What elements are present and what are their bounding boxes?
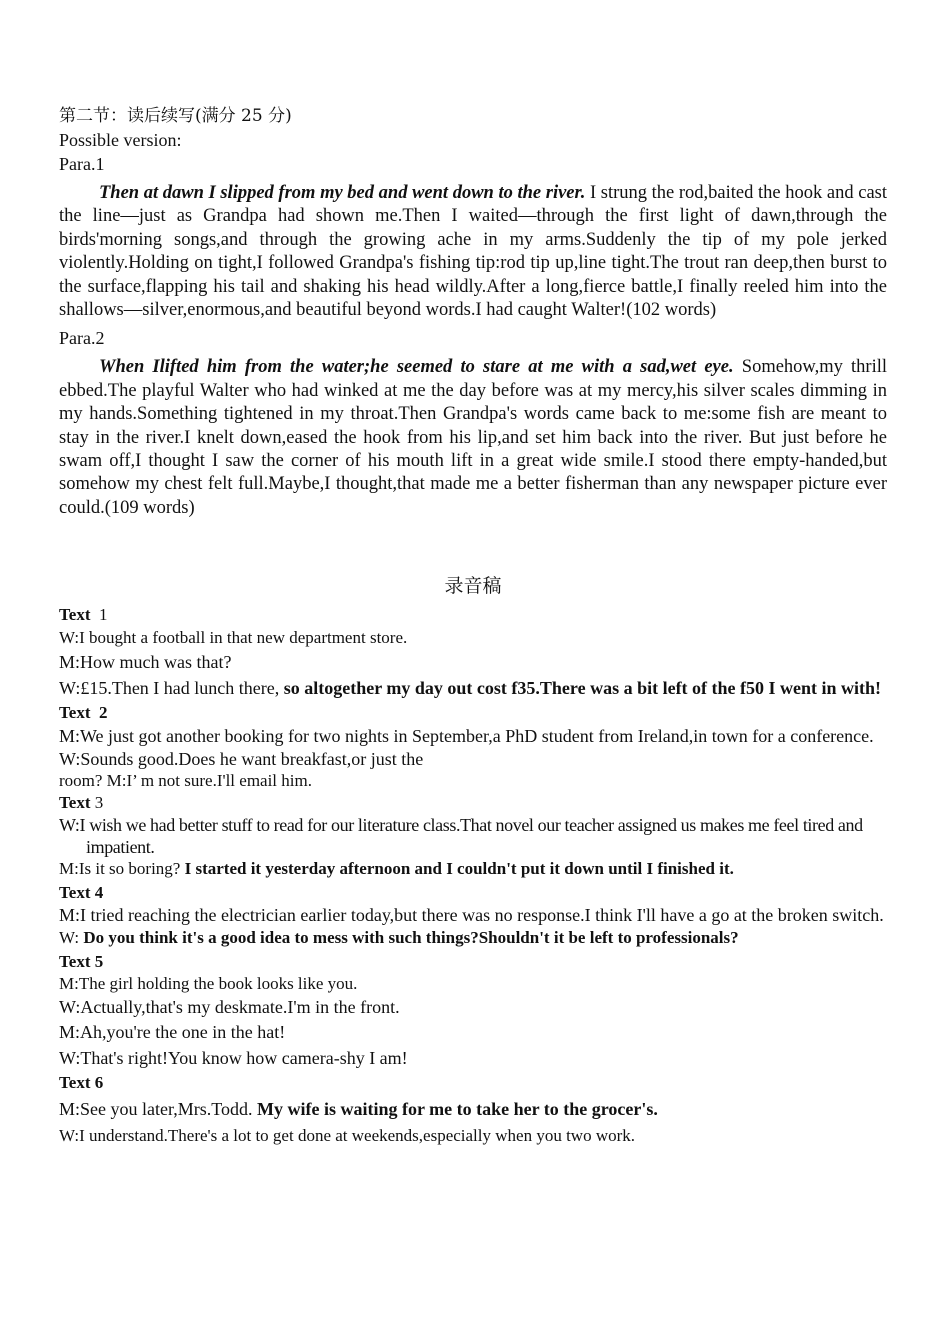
- dialogue-line: W:£15.Then I had lunch there, so altogether my day out cost f35.There was a bit left of the f50 I went in with!: [59, 678, 882, 699]
- text-number: 5: [94, 952, 104, 972]
- text-label: Text: [59, 1073, 91, 1093]
- para2-lead-sentence: When Ilifted him from the water;he seemed to stare at me with a sad,wet eye.: [99, 357, 734, 378]
- text-label: Text: [59, 793, 91, 813]
- para1-lead-sentence: Then at dawn I slipped from my bed and went down to the river.: [99, 183, 586, 203]
- text-heading: [59, 792, 887, 814]
- text-label: Text: [59, 883, 91, 903]
- dialogue-line: W:I wish we had better stuff to read for our literature class.That novel our teacher assigned us makes me feel tired and impatient.: [59, 815, 863, 858]
- text-heading: [59, 882, 887, 904]
- dialogue-line: M:Ah,you're the one in the hat!: [59, 1022, 286, 1043]
- para2-text: [59, 356, 887, 520]
- text-number: 6: [94, 1073, 104, 1093]
- document-page: [59, 104, 887, 1148]
- dialogue-line: M:I tried reaching the electrician earlier today,but there was no response.I think I'll have a go at the broken switch.: [59, 905, 884, 926]
- text-number: 3: [94, 793, 104, 813]
- dialogue-line: W:Sounds good.Does he want breakfast,or just the: [59, 749, 424, 770]
- dialogue-line: W:I bought a football in that new department store.: [59, 628, 408, 648]
- text-heading: [59, 1072, 887, 1094]
- para1-text: [59, 182, 887, 322]
- dialogue-line: room? M:I’ m not sure.I'll email him.: [59, 771, 312, 791]
- dialogue-line: W: Do you think it's a good idea to mess with such things?Shouldn't it be left to professionals?: [59, 928, 739, 948]
- text-label: Text: [59, 605, 91, 625]
- possible-version-label: Possible version:: [59, 130, 182, 150]
- dialogue-line: W:Actually,that's my deskmate.I'm in the front.: [59, 997, 400, 1018]
- dialogue-line: M:Is it so boring? I started it yesterday afternoon and I couldn't put it down until I finished it.: [59, 859, 734, 879]
- text-heading: [59, 702, 887, 724]
- dialogue-line: M:How much was that?: [59, 652, 232, 673]
- dialogue-line: M:We just got another booking for two nights in September,a PhD student from Ireland,in town for a conference.: [59, 726, 874, 747]
- text-number: 2: [99, 703, 108, 723]
- para2-label: Para.2: [59, 328, 105, 349]
- text-label: Text: [59, 952, 91, 972]
- para1-label: Para.1: [59, 154, 105, 174]
- text-heading: [59, 604, 887, 626]
- text-number: 4: [94, 883, 104, 903]
- dialogue-line: M:The girl holding the book looks like you.: [59, 974, 358, 994]
- text-number: 1: [99, 605, 108, 625]
- para1-body: I strung the rod,baited the hook and cast the line—just as Grandpa had shown me.Then I waited—through the first light of dawn,through the birds'morning songs,and through the growing ache in my arms.Suddenly the tip of my pole jerked violently.Holding on tight,I followed Grandpa's fishing tip:rod tip up,line tight.The trout ran deep,then burst to the surface,flapping his tail and shaking his head wildly.After a long,fierce battle,I finally reeled him into the shallows—silver,enormous,and beautiful beyond words.I had caught Walter!(102 words): [59, 183, 887, 321]
- transcript-title: 录音稿: [444, 575, 502, 598]
- text-label: Text: [59, 703, 91, 723]
- dialogue-line: M:See you later,Mrs.Todd. My wife is waiting for me to take her to the grocer's.: [59, 1099, 658, 1120]
- text-heading: [59, 951, 887, 973]
- section-heading: 第二节：读后续写(满分 25 分): [59, 106, 292, 126]
- dialogue-line: W:That's right!You know how camera-shy I am!: [59, 1048, 408, 1069]
- dialogue-line: W:I understand.There's a lot to get done at weekends,especially when you two work.: [59, 1126, 636, 1146]
- para2-body: Somehow,my thrill ebbed.The playful Walter who had winked at me the day before was at my mercy,his silver scales dimming in my hands.Something tightened in my throat.Then Grandpa's words came back to me:some fish are meant to stay in the river.I knelt down,eased the hook from his lip,and set him back into the river. But just before he swam off,I thought I saw the corner of his mouth lift in a great wide smile.I stood there empty-handed,but somehow my chest felt full.Maybe,I thought,that made me a better fisherman than any newspaper picture ever could.(109 words): [59, 357, 887, 518]
